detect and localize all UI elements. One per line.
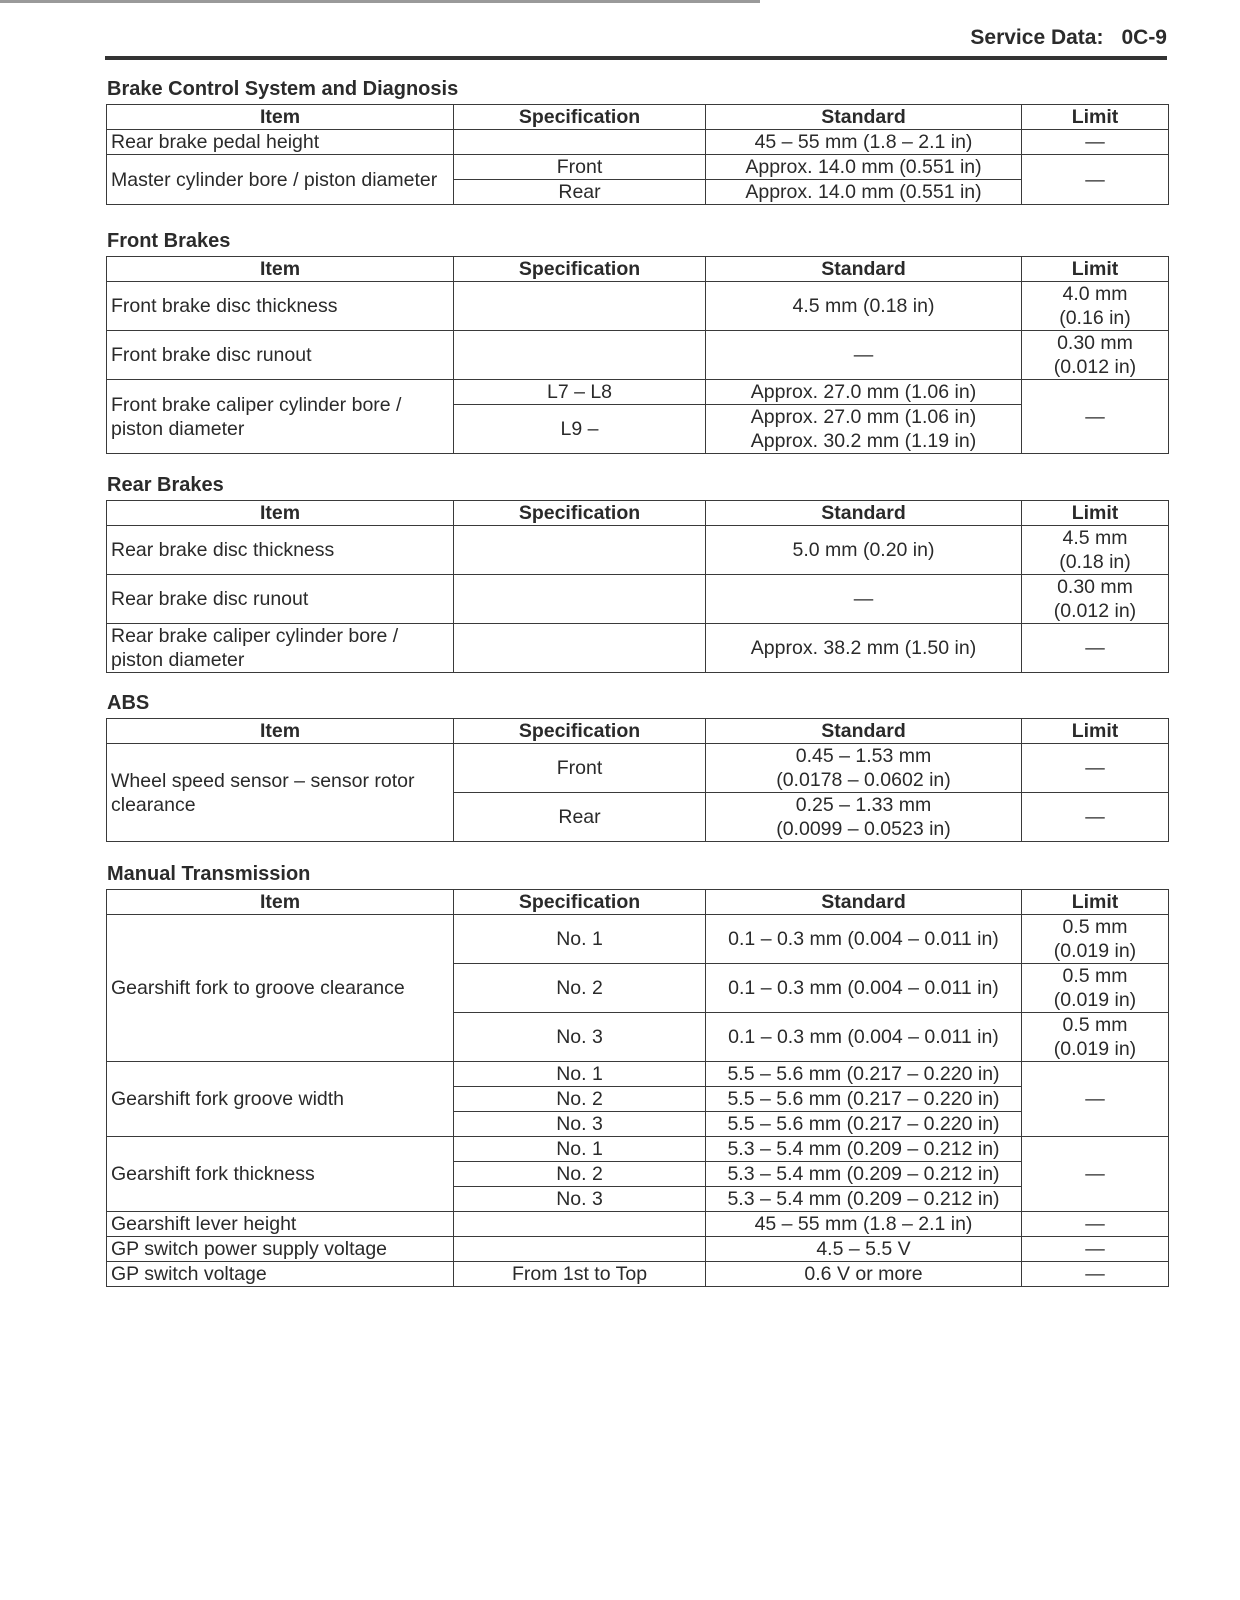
- cell-standard: 0.1 – 0.3 mm (0.004 – 0.011 in): [706, 1013, 1022, 1062]
- cell-item: [107, 380, 454, 454]
- limit-line: 0.5 mm: [1062, 965, 1128, 987]
- limit-line: (0.019 in): [1053, 940, 1137, 962]
- limit-line: (0.16 in): [1059, 307, 1131, 329]
- cell-standard: [706, 405, 1022, 454]
- item-line: clearance: [111, 793, 196, 816]
- standard-line: 0.25 – 1.33 mm: [795, 794, 932, 816]
- cell-standard: 45 – 55 mm (1.8 – 2.1 in): [706, 130, 1022, 155]
- cell-limit: [1022, 1013, 1169, 1062]
- cell-limit: —: [1022, 130, 1169, 155]
- item-line: piston diameter: [111, 417, 245, 440]
- cell-limit: —: [1022, 624, 1169, 673]
- col-standard: Standard: [706, 890, 1022, 915]
- item-line: Wheel speed sensor – sensor rotor: [111, 769, 415, 792]
- item-line: piston diameter: [111, 649, 245, 671]
- limit-line: 0.30 mm: [1057, 332, 1133, 354]
- limit-line: 0.5 mm: [1062, 916, 1128, 938]
- cell-spec: [454, 1212, 706, 1237]
- limit-line: 0.30 mm: [1057, 576, 1133, 598]
- cell-spec: Front: [454, 155, 706, 180]
- col-standard: Standard: [706, 105, 1022, 130]
- table-row: [107, 1062, 1169, 1087]
- standard-line: (0.0099 – 0.0523 in): [776, 818, 951, 840]
- cell-spec: L9 –: [454, 405, 706, 454]
- cell-standard: Approx. 14.0 mm (0.551 in): [706, 180, 1022, 205]
- cell-standard: 0.1 – 0.3 mm (0.004 – 0.011 in): [706, 964, 1022, 1013]
- limit-line: 4.0 mm: [1062, 283, 1128, 305]
- table-row: [107, 380, 1169, 405]
- cell-limit: —: [1022, 1062, 1169, 1137]
- cell-limit: —: [1022, 793, 1169, 842]
- cell-standard: 5.0 mm (0.20 in): [706, 526, 1022, 575]
- table-row: [107, 1237, 1169, 1262]
- col-limit: Limit: [1022, 257, 1169, 282]
- col-specification: Specification: [454, 890, 706, 915]
- cell-spec: No. 3: [454, 1013, 706, 1062]
- table-row: [107, 744, 1169, 793]
- cell-spec: No. 2: [454, 964, 706, 1013]
- cell-standard: 45 – 55 mm (1.8 – 2.1 in): [706, 1212, 1022, 1237]
- cell-limit: [1022, 526, 1169, 575]
- limit-line: (0.019 in): [1053, 989, 1137, 1011]
- brake-control-table: [106, 104, 1169, 205]
- table-row: [107, 575, 1169, 624]
- cell-spec: From 1st to Top: [454, 1262, 706, 1287]
- table-header-row: [107, 501, 1169, 526]
- cell-spec: [454, 1237, 706, 1262]
- standard-line: (0.0178 – 0.0602 in): [776, 769, 951, 791]
- cell-standard: 5.3 – 5.4 mm (0.209 – 0.212 in): [706, 1137, 1022, 1162]
- table-row: [107, 1212, 1169, 1237]
- cell-limit: [1022, 964, 1169, 1013]
- cell-standard: 4.5 – 5.5 V: [706, 1237, 1022, 1262]
- standard-line: 0.45 – 1.53 mm: [795, 745, 932, 767]
- cell-spec: No. 2: [454, 1087, 706, 1112]
- header-rule: [105, 56, 1167, 60]
- cell-standard: 0.6 V or more: [706, 1262, 1022, 1287]
- cell-limit: [1022, 915, 1169, 964]
- cell-spec: No. 3: [454, 1187, 706, 1212]
- col-item: Item: [107, 719, 454, 744]
- cell-item: Gearshift fork to groove clearance: [107, 915, 454, 1062]
- table-header-row: [107, 719, 1169, 744]
- cell-item: Master cylinder bore / piston diameter: [107, 155, 454, 205]
- col-standard: Standard: [706, 257, 1022, 282]
- cell-standard: 4.5 mm (0.18 in): [706, 282, 1022, 331]
- cell-standard: 5.3 – 5.4 mm (0.209 – 0.212 in): [706, 1162, 1022, 1187]
- page-header: [105, 26, 1167, 50]
- cell-limit: —: [1022, 155, 1169, 205]
- col-specification: Specification: [454, 501, 706, 526]
- cell-spec: [454, 130, 706, 155]
- limit-line: (0.012 in): [1053, 356, 1137, 378]
- cell-item: Rear brake disc thickness: [107, 526, 454, 575]
- cell-item: Rear brake disc runout: [107, 575, 454, 624]
- cell-standard: 5.5 – 5.6 mm (0.217 – 0.220 in): [706, 1112, 1022, 1137]
- cell-spec: Front: [454, 744, 706, 793]
- col-specification: Specification: [454, 719, 706, 744]
- limit-line: 0.5 mm: [1062, 1014, 1128, 1036]
- rear-brakes-table: [106, 500, 1169, 673]
- section-title-front-brakes: Front Brakes: [107, 230, 231, 252]
- cell-spec: No. 1: [454, 1137, 706, 1162]
- col-standard: Standard: [706, 719, 1022, 744]
- limit-line: 4.5 mm: [1062, 527, 1128, 549]
- cell-limit: —: [1022, 1212, 1169, 1237]
- table-row: [107, 130, 1169, 155]
- table-header-row: [107, 105, 1169, 130]
- cell-spec: L7 – L8: [454, 380, 706, 405]
- cell-item: Front brake disc thickness: [107, 282, 454, 331]
- table-row: [107, 1137, 1169, 1162]
- cell-standard: Approx. 38.2 mm (1.50 in): [706, 624, 1022, 673]
- cell-standard: Approx. 27.0 mm (1.06 in): [706, 380, 1022, 405]
- cell-item: [107, 624, 454, 673]
- cell-standard: —: [706, 575, 1022, 624]
- cell-spec: Rear: [454, 793, 706, 842]
- item-line: Rear brake caliper cylinder bore /: [111, 625, 399, 647]
- cell-limit: —: [1022, 380, 1169, 454]
- col-specification: Specification: [454, 105, 706, 130]
- cell-limit: [1022, 282, 1169, 331]
- front-brakes-table: [106, 256, 1169, 454]
- col-standard: Standard: [706, 501, 1022, 526]
- cell-item: Gearshift lever height: [107, 1212, 454, 1237]
- header-section: Service Data:: [970, 26, 1104, 49]
- cell-item: Gearshift fork thickness: [107, 1137, 454, 1212]
- abs-table: [106, 718, 1169, 842]
- section-title-abs: ABS: [107, 692, 150, 714]
- table-header-row: [107, 257, 1169, 282]
- col-item: Item: [107, 501, 454, 526]
- cell-limit: [1022, 331, 1169, 380]
- scan-edge-line: [0, 0, 760, 3]
- cell-spec: [454, 575, 706, 624]
- cell-standard: 5.5 – 5.6 mm (0.217 – 0.220 in): [706, 1062, 1022, 1087]
- cell-spec: [454, 526, 706, 575]
- cell-spec: [454, 282, 706, 331]
- table-row: [107, 526, 1169, 575]
- col-limit: Limit: [1022, 890, 1169, 915]
- section-title-rear-brakes: Rear Brakes: [107, 474, 224, 496]
- cell-standard: —: [706, 331, 1022, 380]
- standard-line: Approx. 27.0 mm (1.06 in): [750, 406, 977, 428]
- cell-spec: Rear: [454, 180, 706, 205]
- table-row: [107, 155, 1169, 180]
- page-number: 0C-9: [1121, 26, 1167, 49]
- col-limit: Limit: [1022, 501, 1169, 526]
- col-specification: Specification: [454, 257, 706, 282]
- cell-standard: [706, 793, 1022, 842]
- cell-item: Gearshift fork groove width: [107, 1062, 454, 1137]
- standard-line: Approx. 30.2 mm (1.19 in): [750, 430, 977, 452]
- section-title-brake-control: Brake Control System and Diagnosis: [107, 78, 459, 100]
- cell-limit: —: [1022, 1262, 1169, 1287]
- table-row: [107, 624, 1169, 673]
- cell-spec: No. 2: [454, 1162, 706, 1187]
- item-line: Front brake caliper cylinder bore /: [111, 393, 402, 416]
- cell-spec: No. 1: [454, 915, 706, 964]
- col-item: Item: [107, 105, 454, 130]
- table-row: [107, 1262, 1169, 1287]
- table-row: [107, 915, 1169, 964]
- limit-line: (0.012 in): [1053, 600, 1137, 622]
- cell-spec: [454, 624, 706, 673]
- cell-item: Front brake disc runout: [107, 331, 454, 380]
- col-item: Item: [107, 257, 454, 282]
- col-item: Item: [107, 890, 454, 915]
- cell-limit: —: [1022, 744, 1169, 793]
- cell-standard: 0.1 – 0.3 mm (0.004 – 0.011 in): [706, 915, 1022, 964]
- cell-limit: —: [1022, 1137, 1169, 1212]
- cell-item: GP switch power supply voltage: [107, 1237, 454, 1262]
- cell-limit: —: [1022, 1237, 1169, 1262]
- cell-limit: [1022, 575, 1169, 624]
- section-title-manual-transmission: Manual Transmission: [107, 863, 311, 885]
- col-limit: Limit: [1022, 105, 1169, 130]
- limit-line: (0.18 in): [1059, 551, 1131, 573]
- cell-standard: 5.5 – 5.6 mm (0.217 – 0.220 in): [706, 1087, 1022, 1112]
- cell-standard: Approx. 14.0 mm (0.551 in): [706, 155, 1022, 180]
- cell-item: [107, 744, 454, 842]
- cell-item: GP switch voltage: [107, 1262, 454, 1287]
- table-row: [107, 331, 1169, 380]
- col-limit: Limit: [1022, 719, 1169, 744]
- manual-transmission-table: [106, 889, 1169, 1287]
- cell-standard: [706, 744, 1022, 793]
- table-row: [107, 282, 1169, 331]
- table-header-row: [107, 890, 1169, 915]
- limit-line: (0.019 in): [1053, 1038, 1137, 1060]
- cell-standard: 5.3 – 5.4 mm (0.209 – 0.212 in): [706, 1187, 1022, 1212]
- cell-spec: [454, 331, 706, 380]
- cell-spec: No. 1: [454, 1062, 706, 1087]
- cell-item: Rear brake pedal height: [107, 130, 454, 155]
- cell-spec: No. 3: [454, 1112, 706, 1137]
